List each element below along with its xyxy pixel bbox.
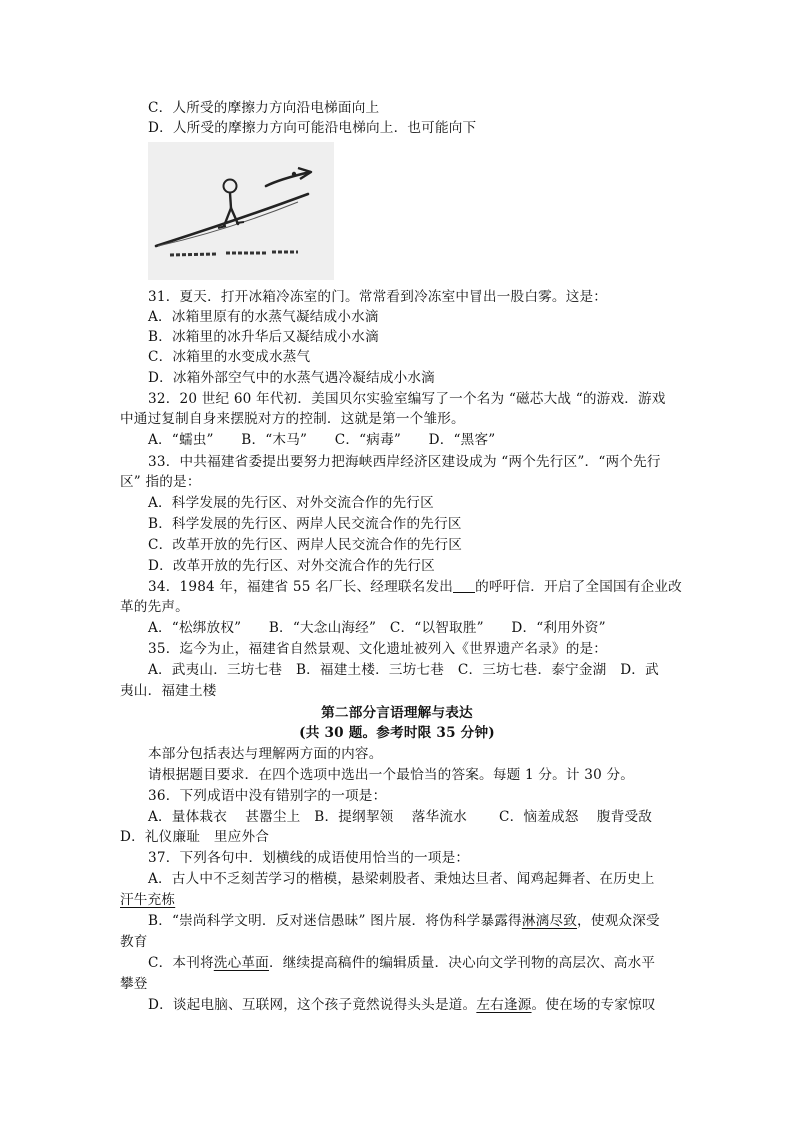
q37-c-text-after: ．继续提高稿件的编辑质量．决心向文学刊物的高层次、高水平 xyxy=(268,955,656,971)
q37-option-d-line1 xyxy=(148,995,656,1015)
escalator-figure xyxy=(148,142,334,280)
q34-options: A．“松绑放权” B．“大念山海经” C．“以智取胜” D．“利用外资” xyxy=(148,620,606,636)
q32-stem-line2: 中通过复制自身来摆脱对方的控制．这就是第一个雏形。 xyxy=(120,411,465,427)
q37-b-text-before: B．“崇尚科学文明．反对迷信愚昧” 图片展．将伪科学暴露得 xyxy=(148,913,522,929)
q30-option-c: C．人所受的摩擦力方向沿电梯面向上 xyxy=(148,100,380,116)
q36-stem: 36．下列成语中没有错别字的一项是： xyxy=(148,788,387,804)
q37-d-underlined: 左右逢源 xyxy=(476,997,532,1013)
q37-c-underlined: 洗心革面 xyxy=(213,955,269,971)
part2-title: 第二部分言语理解与表达 xyxy=(321,705,473,721)
q37-option-c-line2: 攀登 xyxy=(120,976,148,992)
q31-option-c: C．冰箱里的水变成水蒸气 xyxy=(148,349,311,365)
q37-option-b-line2: 教育 xyxy=(120,934,148,950)
q32-stem-line1: 32．20 世纪 60 年代初．美国贝尔实验室编写了一个名为 “磁芯大战 “的游戏．游戏 xyxy=(148,391,666,407)
q37-option-c-line1 xyxy=(148,953,655,973)
q36-options-line2: D．礼仪廉耻 里应外合 xyxy=(120,829,270,845)
q31-option-d: D．冰箱外部空气中的水蒸气遇冷凝结成小水滴 xyxy=(148,370,435,386)
q33-option-d: D．改革开放的先行区、对外交流合作的先行区 xyxy=(148,558,435,574)
q37-d-text-after: 。使在场的专家惊叹 xyxy=(531,997,656,1013)
q33-option-c: C．改革开放的先行区、两岸人民交流合作的先行区 xyxy=(148,537,463,553)
q31-option-a: A．冰箱里原有的水蒸气凝结成小水滴 xyxy=(148,309,379,325)
q36-options-line1: A．量体栽衣 甚嚣尘上 B．提纲挈领 落华流水 C．恼羞成怒 腹背受敌 xyxy=(148,809,653,825)
q34-stem-before-blank: 34．1984 年，福建省 55 名厂长、经理联名发出 xyxy=(148,579,454,595)
q31-option-b: B．冰箱里的冰升华后又凝结成小水滴 xyxy=(148,329,379,345)
q35-options-line1: A．武夷山．三坊七巷 B．福建土楼．三坊七巷 C．三坊七巷．泰宁金湖 D．武 xyxy=(148,662,659,678)
q37-d-text-before: D．谈起电脑、互联网，这个孩子竟然说得头头是道。 xyxy=(148,997,477,1013)
q37-b-underlined: 淋漓尽致 xyxy=(521,913,578,929)
q33-stem-line1: 33．中共福建省委提出要努力把海峡西岸经济区建设成为 “两个先行区”．“两个先行 xyxy=(148,454,661,470)
q34-stem-after-blank: 的呼吁信．开启了全国国有企业改 xyxy=(475,579,682,595)
q30-option-d: D．人所受的摩擦力方向可能沿电梯向上．也可能向下 xyxy=(148,120,477,136)
q35-options-line2: 夷山．福建土楼 xyxy=(120,683,217,699)
q32-options: A．“蠕虫” B．“木马” C．“病毒” D．“黑客” xyxy=(148,432,496,448)
q37-b-text-after: ，使观众深受 xyxy=(577,913,660,929)
stick-figure-on-incline-image xyxy=(148,142,334,280)
q37-stem: 37．下列各句中．划横线的成语使用恰当的一项是： xyxy=(148,850,470,866)
q37-option-a-underlined: 汗牛充栋 xyxy=(120,892,176,908)
q34-stem-line1 xyxy=(148,577,682,597)
q34-stem-line2: 革的先声。 xyxy=(120,599,189,615)
part2-subtitle: (共 30 题。参考时限 35 分钟) xyxy=(299,725,495,741)
part2-intro-2: 请根据题目要求．在四个选项中选出一个最恰当的答案。每题 1 分。计 30 分。 xyxy=(148,767,635,783)
q33-option-b: B．科学发展的先行区、两岸人民交流合作的先行区 xyxy=(148,516,462,532)
answer-blank xyxy=(453,578,475,593)
q37-option-b-line1 xyxy=(148,911,660,931)
q37-c-text-before: C．本刊将 xyxy=(148,955,214,971)
q35-stem: 35．迄今为止，福建省自然景观、文化遗址被列入《世界遗产名录》的是： xyxy=(148,641,608,657)
q33-option-a: A．科学发展的先行区、对外交流合作的先行区 xyxy=(148,495,434,511)
q33-stem-line2: 区” 指的是： xyxy=(120,474,201,490)
part2-intro-1: 本部分包括表达与理解两方面的内容。 xyxy=(148,746,383,762)
q37-option-a-line1: A．古人中不乏刻苦学习的楷模，悬梁刺股者、秉烛达旦者、闻鸡起舞者、在历史上 xyxy=(148,871,655,887)
q31-stem: 31．夏天．打开冰箱冷冻室的门。常常看到冷冻室中冒出一股白雾。这是： xyxy=(148,289,608,305)
